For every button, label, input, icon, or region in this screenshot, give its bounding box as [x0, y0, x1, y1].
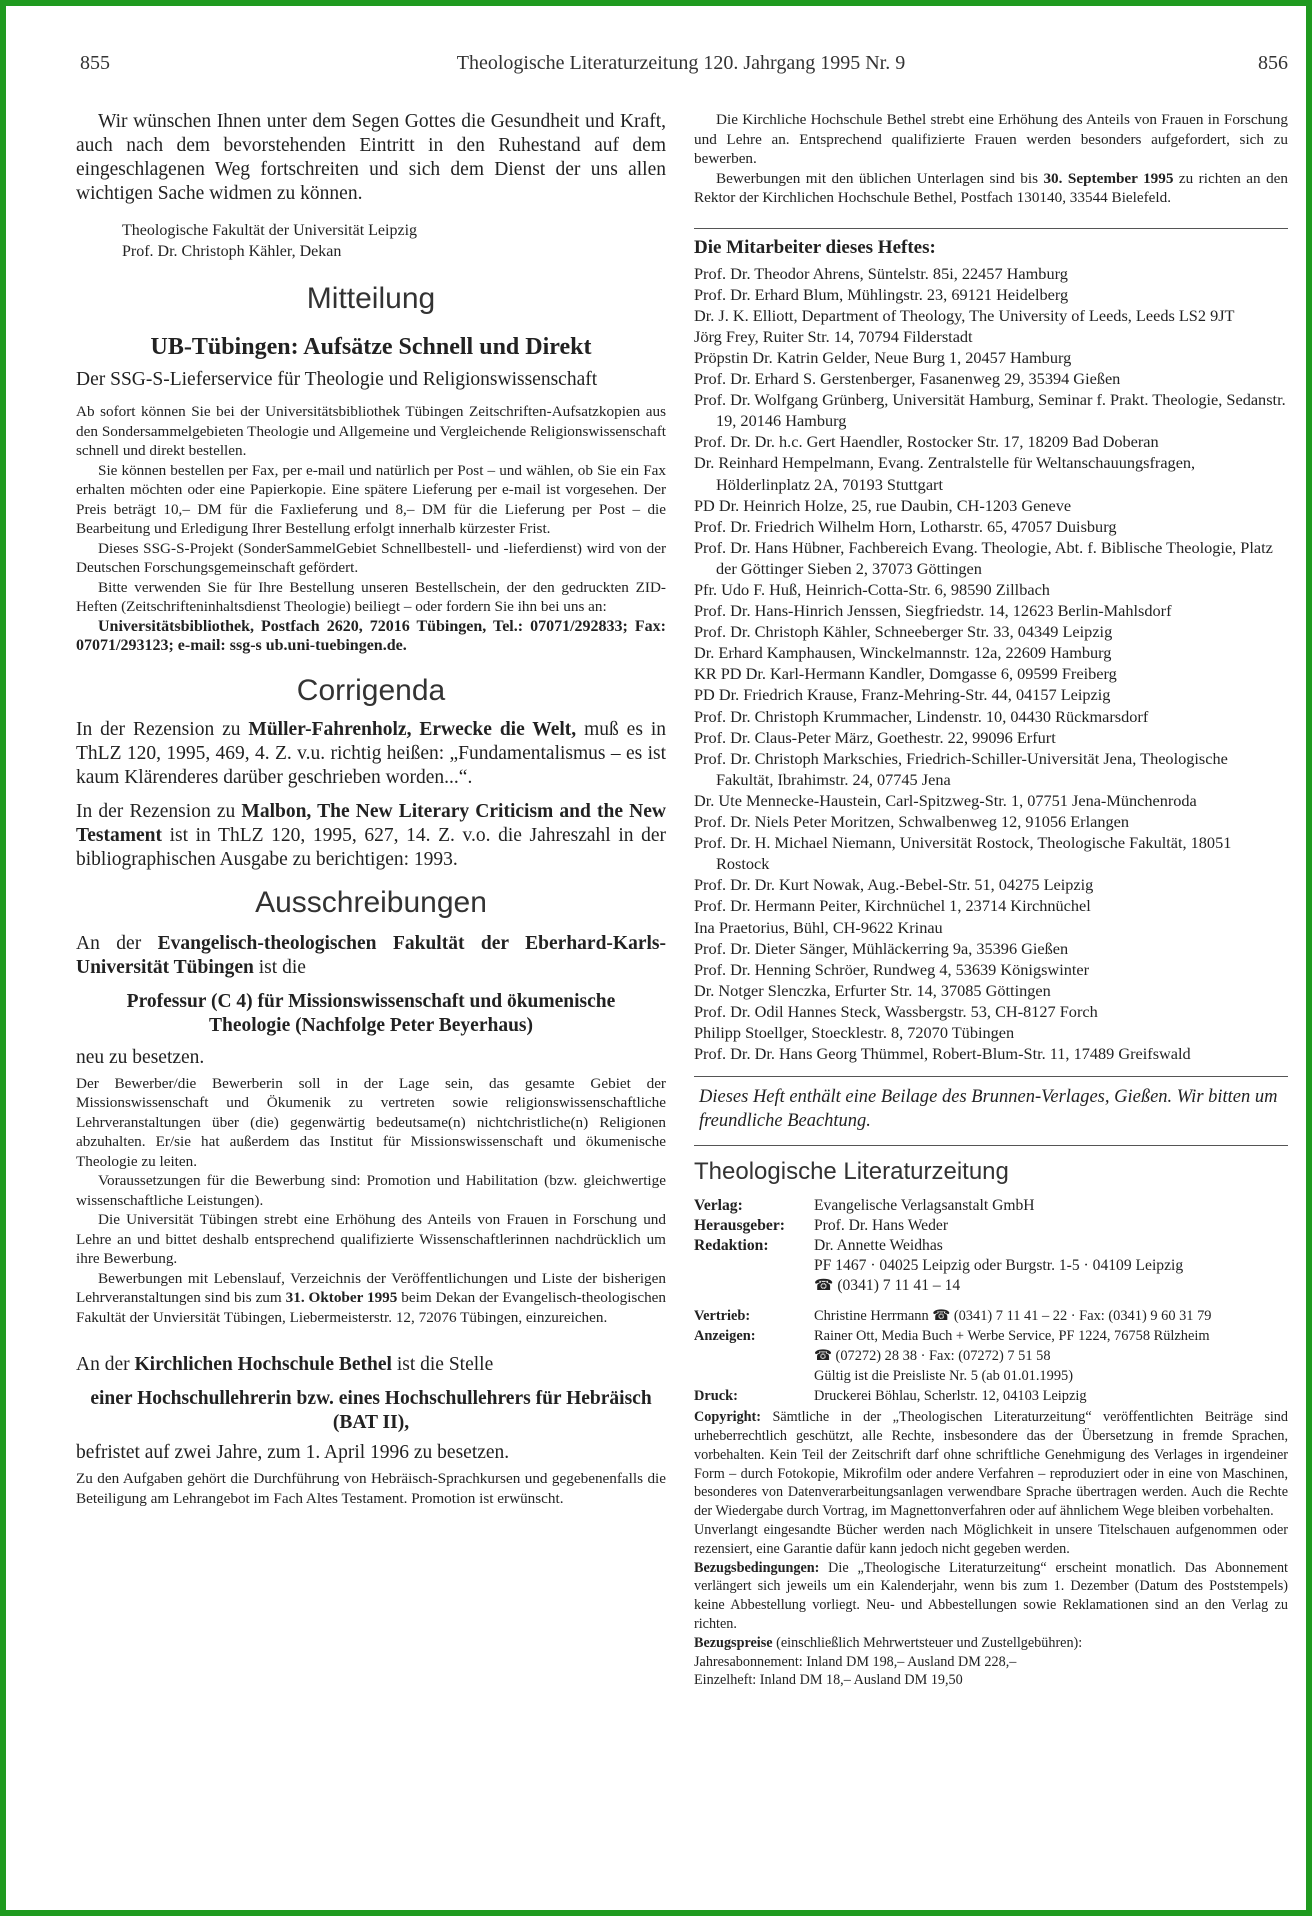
imprint-journal-title: Theologische Literaturzeitung: [694, 1158, 1009, 1186]
imprint-row: [694, 1236, 1288, 1256]
imprint-value: PF 1467 · 04025 Leipzig oder Burgstr. 1-5 · 04109 Leipzig: [814, 1257, 1184, 1275]
divider-imprint: [694, 1145, 1288, 1146]
unverlangt-notice: Unverlangt eingesandte Bücher werden nach Möglichkeit in unsere Titelschauen aufgenommen oder rezensiert, eine Garantie dafür kann jedoch nicht gegeben werden.: [694, 1521, 1288, 1557]
contributor-entry: Dr. Erhard Kamphausen, Winckelmannstr. 12a, 22609 Hamburg: [694, 643, 1112, 663]
imprint-label: Druck:: [694, 1388, 738, 1405]
ausschreibung-1-intro: An der Evangelisch-theologischen Fakultät der Eberhard-Karls-Universität Tübingen ist die: [76, 932, 666, 978]
contributor-entry: Pröpstin Dr. Katrin Gelder, Neue Burg 1, 20457 Hamburg: [694, 347, 1072, 367]
corrigenda-2: In der Rezension zu Malbon, The New Literary Criticism and the New Testament ist in ThLZ 120, 1995, 627, 14. Z. v.o. die Jahreszahl in der bibliographischen Ausgabe zu berichtigen: 1993.: [76, 800, 667, 870]
bethel-p1: Die Kirchliche Hochschule Bethel strebt eine Erhöhung des Anteils von Frauen in Forschung und Lehre an. Entsprechend qualifizierte Frauen werden besonders aufgefordert, sich zu bewerben.: [694, 111, 1288, 167]
imprint-label: Anzeigen:: [694, 1328, 756, 1345]
imprint-row: [694, 1256, 1288, 1276]
ausschreibung-2-p1: Zu den Aufgaben gehört die Durchführung von Hebräisch-Sprachkursen und gegebenenfalls die Beteiligung am Lehrangebot im Fach Altes Testament. Promotion ist erwünscht.: [76, 1470, 666, 1507]
contributor-entry: Dr. Notger Slenczka, Erfurter Str. 14, 37085 Göttingen: [694, 980, 1051, 1000]
imprint-row: [694, 1276, 1288, 1296]
imprint-label: Verlag:: [694, 1197, 743, 1215]
contributor-entry: Pfr. Udo F. Huß, Heinrich-Cotta-Str. 6, 98590 Zillbach: [694, 580, 1050, 599]
imprint-value: Rainer Ott, Media Buch + Werbe Service, PF 1224, 76758 Rülzheim: [814, 1328, 1210, 1345]
imprint-label: Herausgeber:: [694, 1217, 785, 1235]
contributor-entry: Prof. Dr. Dr. h.c. Gert Haendler, Rostocker Str. 17, 18209 Bad Doberan: [694, 432, 1159, 452]
contributor-entry: Prof. Dr. Friedrich Wilhelm Horn, Lotharstr. 65, 47057 Duisburg: [694, 516, 1117, 536]
divider-beilage: [694, 1076, 1288, 1077]
contributor-entry: Prof. Dr. Hans-Hinrich Jenssen, Siegfriedstr. 14, 12623 Berlin-Mahlsdorf: [694, 601, 1172, 621]
contributor-entry: Prof. Dr. Claus-Peter März, Goethestr. 22, 99096 Erfurt: [694, 727, 1056, 747]
bezugspreise: Bezugspreise (einschließlich Mehrwertsteuer und Zustellgebühren):: [694, 1634, 1083, 1651]
imprint-value: Gültig ist die Preisliste Nr. 5 (ab 01.01.1995): [814, 1368, 1074, 1385]
mitteilung-address: Universitätsbibliothek, Postfach 2620, 72016 Tübingen, Tel.: 07071/292833; Fax: 07071/293123; e-mail: ssg-s ub.uni-tuebingen.de.: [76, 617, 666, 654]
imprint-row: [694, 1366, 1288, 1386]
imprint-row: [694, 1196, 1288, 1216]
imprint-block: [694, 1196, 1288, 1296]
page-number-left: 855: [80, 52, 110, 74]
imprint-label: [694, 1276, 814, 1296]
contributor-entry: Philipp Stoellger, Stoecklestr. 8, 72070 Tübingen: [694, 1022, 1015, 1042]
contributor-entry: Ina Praetorius, Bühl, CH-9622 Krinau: [694, 917, 943, 937]
contributors-section: [694, 237, 1288, 1065]
corrigenda-1: In der Rezension zu Müller-Fahrenholz, Erwecke die Welt, muß es in ThLZ 120, 1995, 469, 4. Z. v.u. richtig heißen: „Fundamentalismus – es ist kaum Klärenderes darüber geschrieben worden...“.: [76, 718, 666, 788]
running-header: [74, 50, 1288, 78]
imprint-value: Prof. Dr. Hans Weder: [814, 1217, 949, 1235]
imprint-row: [694, 1306, 1288, 1326]
journal-page: [74, 50, 1288, 1900]
ausschreibung-1-p4: Bewerbungen mit Lebenslauf, Verzeichnis der Veröffentlichungen und Liste der bisherigen Lehrveranstaltungen sind bis zum 31. Oktober 1995 beim Dekan der Evangelisch-theologischen Fakultät der Unviersität Tübingen, Liebermeisterstr. 12, 72076 Tübingen, einzureichen.: [76, 1269, 666, 1326]
heading-mitteilung: Mitteilung: [306, 282, 436, 315]
mitteilung-p4: Bitte verwenden Sie für Ihre Bestellung unseren Bestellschein, der den gedruckten ZID-Heften (Zeitschrifteninhaltsdienst Theologie) beiliegt – oder fordern Sie ihn bei uns an:: [76, 578, 666, 615]
imprint-label: Vertrieb:: [694, 1308, 751, 1325]
imprint-value: ☎ (07272) 28 38 · Fax: (07272) 7 51 58: [814, 1348, 1051, 1365]
imprint-label: [694, 1256, 814, 1276]
contributor-entry: Dr. Ute Mennecke-Haustein, Carl-Spitzweg-Str. 1, 07751 Jena-Münchenroda: [694, 790, 1197, 810]
mitteilung-p3: Dieses SSG-S-Projekt (SonderSammelGebiet Schnellbestell- und -lieferdienst) wird von der Deutschen Forschungsgemeinschaft gefördert.: [76, 539, 666, 576]
divider-contributors: [694, 228, 1288, 229]
bethel-p2: Bewerbungen mit den üblichen Unterlagen sind bis 30. September 1995 zu richten an den Rektor der Kirchlichen Hochschule Bethel, Postfach 130140, 33544 Bielefeld.: [694, 169, 1288, 206]
contributor-entry: Prof. Dr. Erhard Blum, Mühlingstr. 23, 69121 Heidelberg: [694, 284, 1069, 304]
mitteilung-subtitle: Der SSG-S-Lieferservice für Theologie und Religionswissenschaft: [76, 369, 598, 390]
heading-ausschreibungen: Ausschreibungen: [255, 885, 487, 919]
contributor-entry: Prof. Dr. Wolfgang Grünberg, Universität Hamburg, Seminar f. Prakt. Theologie, Sedanstr. 19, 20146 Hamburg: [694, 390, 1286, 431]
ausschreibung-1-status: neu zu besetzen.: [76, 1046, 205, 1068]
contributor-entry: PD Dr. Friedrich Krause, Franz-Mehring-Str. 44, 04157 Leipzig: [694, 685, 1111, 705]
bezugspreise-einzel: Einzelheft: Inland DM 18,– Ausland DM 19,50: [694, 1672, 963, 1689]
imprint-value: ☎ (0341) 7 11 41 – 14: [814, 1277, 961, 1295]
bezugsbedingungen: Bezugsbedingungen: Die „Theologische Literaturzeitung“ erscheint monatlich. Das Abonnement verlängert sich jeweils um ein Kalenderjahr, wenn bis zum 1. Dezember (Datum des Poststempels) keine Abbestellung vorliegt. Neu- und Abbestellungen sowie Reklamationen sind an den Verlag zu richten.: [694, 1559, 1288, 1632]
contributor-entry: Prof. Dr. Dieter Sänger, Mühläckerring 9a, 35396 Gießen: [694, 938, 1069, 958]
contributor-entry: Jörg Frey, Ruiter Str. 14, 70794 Filderstadt: [694, 326, 973, 346]
imprint-row: [694, 1386, 1288, 1406]
contributor-entry: Prof. Dr. Dr. Kurt Nowak, Aug.-Bebel-Str. 51, 04275 Leipzig: [694, 875, 1094, 895]
heading-corrigenda: Corrigenda: [296, 673, 446, 707]
bezugspreise-jahres: Jahresabonnement: Inland DM 198,– Ausland DM 228,–: [694, 1653, 1017, 1670]
imprint-row: [694, 1216, 1288, 1236]
contributors-list: [694, 263, 1288, 1065]
ausschreibung-1-p3: Die Universität Tübingen strebt eine Erhöhung des Anteils von Frauen in Forschung und Lehre an und bittet deshalb entsprechend qualifizierte Wissenschaftlerinnen nachdrücklich um ihre Bewerbung.: [76, 1211, 666, 1267]
beilage-note: Dieses Heft enthält eine Beilage des Brunnen-Verlages, Gießen. Wir bitten um freundliche Beachtung.: [699, 1087, 1278, 1132]
contributor-entry: Prof. Dr. Christoph Kähler, Schneeberger Str. 33, 04349 Leipzig: [694, 622, 1113, 642]
imprint-value: Dr. Annette Weidhas: [814, 1237, 943, 1255]
imprint-label: [694, 1346, 814, 1366]
imprint-label: Redaktion:: [694, 1237, 769, 1255]
contributor-entry: Prof. Dr. Erhard S. Gerstenberger, Fasanenweg 29, 35394 Gießen: [694, 369, 1121, 389]
ausschreibung-2-intro: An der Kirchlichen Hochschule Bethel ist die Stelle: [76, 1354, 494, 1375]
right-column: [694, 110, 1288, 1690]
contributor-entry: Prof. Dr. Theodor Ahrens, Süntelstr. 85i, 22457 Hamburg: [694, 263, 1068, 283]
ausschreibung-2-status: befristet auf zwei Jahre, zum 1. April 1996 zu besetzen.: [76, 1442, 510, 1463]
mitteilung-p2: Sie können bestellen per Fax, per e-mail und natürlich per Post – und wählen, ob Sie ein Fax erhalten möchten oder eine Papierkopie. Eine spätere Lieferung per e-mail ist vorgesehen. Der Preis beträgt 10,– DM für die Faxlieferung und 8,– DM für die Lieferung per Post – die Bearbeitung und Erledigung Ihrer Bestellung erfolgt innerhalb kürzester Frist.: [76, 461, 666, 537]
contributor-entry: Prof. Dr. Niels Peter Moritzen, Schwalbenweg 12, 91056 Erlangen: [694, 812, 1129, 832]
page-number-right: 856: [1258, 52, 1288, 74]
signature-dean: Prof. Dr. Christoph Kähler, Dekan: [122, 243, 342, 260]
imprint-row: [694, 1346, 1288, 1366]
mitteilung-title: UB-Tübingen: Aufsätze Schnell und Direkt: [150, 334, 592, 360]
imprint-value: Druckerei Böhlau, Scherlstr. 12, 04103 Leipzig: [814, 1388, 1087, 1405]
intro-paragraph: Wir wünschen Ihnen unter dem Segen Gottes die Gesundheit und Kraft, auch nach dem bevorstehenden Eintritt in den Ruhestand auf dem eingeschlagenen Weg fortschreiten und sich dem Dienst der uns allen wichtigen Sache widmen zu können.: [76, 111, 666, 204]
journal-title-header: Theologische Literaturzeitung 120. Jahrgang 1995 Nr. 9: [456, 52, 906, 74]
imprint-value: Evangelische Verlagsanstalt GmbH: [814, 1197, 1035, 1215]
left-column: [76, 110, 666, 1508]
contributor-entry: Dr. Reinhard Hempelmann, Evang. Zentralstelle für Weltanschauungsfragen, Hölderlinplatz 2A, 70193 Stuttgart: [694, 453, 1196, 494]
imprint-block-2: [694, 1306, 1288, 1406]
contributor-entry: Prof. Dr. Hans Hübner, Fachbereich Evang. Theologie, Abt. f. Biblische Theologie, Platz der Göttinger Sieben 2, 37073 Göttingen: [694, 537, 1273, 578]
contributor-entry: Prof. Dr. H. Michael Niemann, Universität Rostock, Theologische Fakultät, 18051 Rostock: [694, 833, 1232, 874]
imprint-value: Christine Herrmann ☎ (0341) 7 11 41 – 22 · Fax: (0341) 9 60 31 79: [814, 1308, 1212, 1325]
contributor-entry: Prof. Dr. Hermann Peiter, Kirchnüchel 1, 23714 Kirchnüchel: [694, 896, 1091, 916]
ausschreibung-2-position: einer Hochschullehrerin bzw. eines Hochschullehrers für Hebräisch (BAT II),: [90, 1388, 652, 1433]
contributor-entry: KR PD Dr. Karl-Hermann Kandler, Domgasse 6, 09599 Freiberg: [694, 664, 1117, 684]
contributor-entry: Prof. Dr. Dr. Hans Georg Thümmel, Robert-Blum-Str. 11, 17489 Greifswald: [694, 1044, 1191, 1064]
ausschreibung-1-position: Professur (C 4) für Missionswissenschaft und ökumenische Theologie (Nachfolge Peter Beyerhaus): [126, 990, 616, 1036]
contributor-entry: Prof. Dr. Odil Hannes Steck, Wassbergstr. 53, CH-8127 Forch: [694, 1001, 1098, 1021]
contributor-entry: Dr. J. K. Elliott, Department of Theology, The University of Leeds, Leeds LS2 9JT: [694, 305, 1235, 325]
contributor-entry: Prof. Dr. Christoph Markschies, Friedrich-Schiller-Universität Jena, Theologische Fakultät, Ibrahimstr. 24, 07745 Jena: [694, 748, 1228, 789]
signature-faculty: Theologische Fakultät der Universität Leipzig: [122, 222, 418, 239]
ausschreibung-1-p2: Voraussetzungen für die Bewerbung sind: Promotion und Habilitation (bzw. gleichwertige wissenschaftliche Leistungen).: [76, 1172, 666, 1209]
ausschreibung-1-p1: Der Bewerber/die Bewerberin soll in der Lage sein, das gesamte Gebiet der Missionswissenschaft und Ökumenik zu vertreten sowie religionswissenschaftliche Lehrveranstaltungen über (die) gegenwärtig bedeutsame(n) nichtchristliche(n) Religionen abzuhalten. Er/sie hat außerdem das Institut für Missionswissenschaft und ökumenische Theologie zu leiten.: [76, 1074, 666, 1170]
contributor-entry: Prof. Dr. Christoph Krummacher, Lindenstr. 10, 04430 Rückmarsdorf: [694, 706, 1149, 726]
contributor-entry: Prof. Dr. Henning Schröer, Rundweg 4, 53639 Königswinter: [694, 959, 1090, 979]
mitteilung-p1: Ab sofort können Sie bei der Universitätsbibliothek Tübingen Zeitschriften-Aufsatzkopien aus den Sondersammelgebieten Theologie und Allgemeine und Vergleichende Religionswissenschaft schnell und direkt bestellen.: [76, 403, 666, 459]
contributors-title: Die Mitarbeiter dieses Heftes:: [694, 236, 936, 258]
copyright-notice: Copyright: Sämtliche in der „Theologischen Literaturzeitung“ veröffentlichten Beiträge sind urheberrechtlich geschützt, alle Rechte, insbesondere das der Übersetzung in fremde Sprachen, vorbehalten. Kein Teil der Zeitschrift darf ohne schriftliche Genehmigung des Verlages in irgendeiner Form – durch Fotokopie, Mikrofilm oder andere Verfahren – reproduziert oder in eine von Maschinen, besonderes von Datenverarbeitungsanlagen verwendbare Sprache übertragen werden. Auch die Rechte der Wiedergabe durch Vortrag, im Magnettonverfahren oder auf ähnlichem Wege bleiben vorbehalten.: [694, 1409, 1288, 1520]
imprint-label: [694, 1366, 814, 1386]
imprint-row: [694, 1326, 1288, 1346]
contributor-entry: PD Dr. Heinrich Holze, 25, rue Daubin, CH-1203 Geneve: [694, 495, 1072, 515]
